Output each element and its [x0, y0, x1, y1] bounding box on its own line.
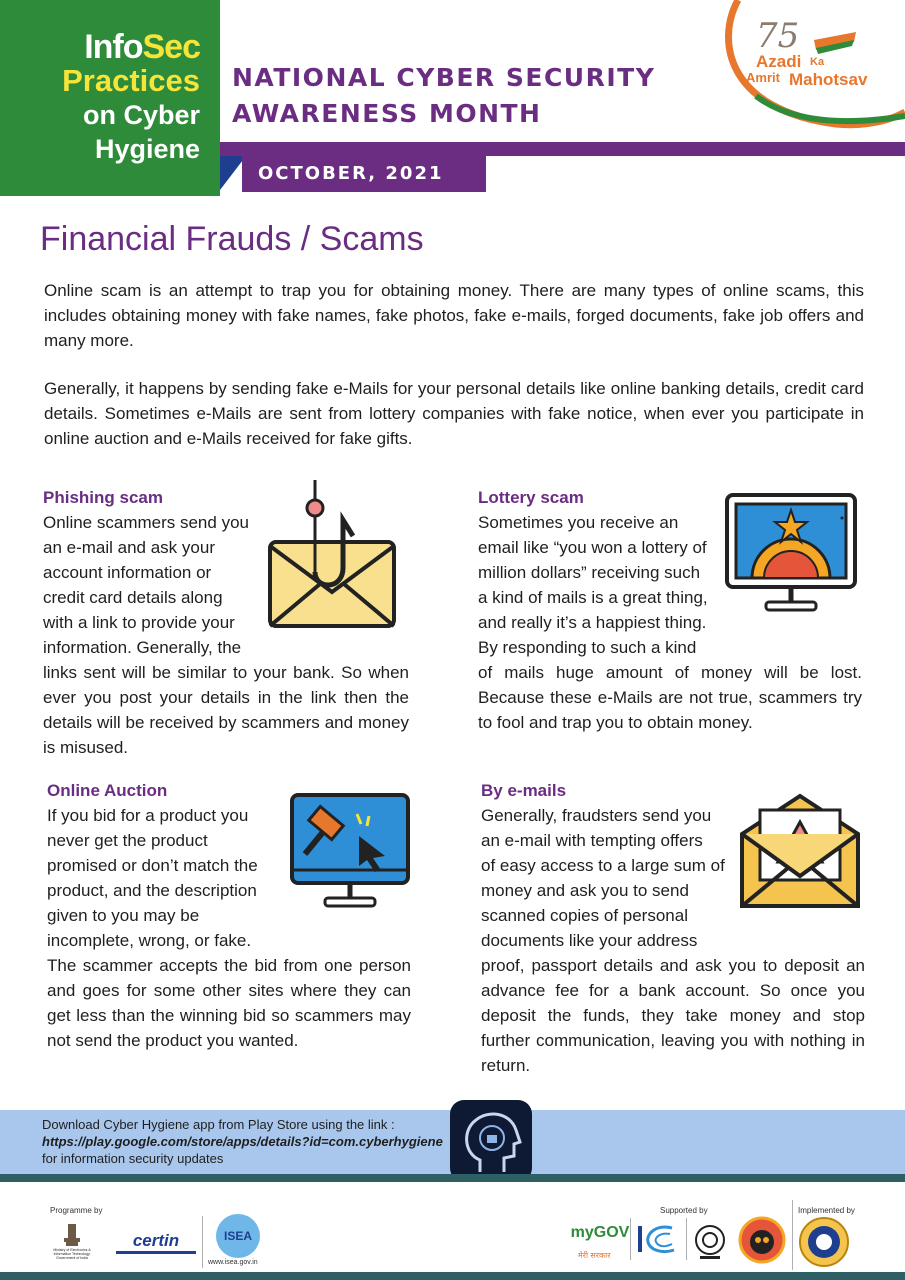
- amrit-75: 75: [756, 16, 800, 56]
- national-emblem-icon: [61, 1222, 83, 1248]
- page-bottom-bar: [0, 1272, 905, 1280]
- date-banner: OCTOBER, 2021: [242, 156, 486, 192]
- auction-title: Online Auction: [47, 781, 168, 800]
- phishing-line: Online scammers send you: [43, 513, 249, 532]
- isea-url[interactable]: www.isea.gov.in: [208, 1259, 258, 1266]
- auction-rest: The scammer accepts the bid from one person and goes for some other sites where they can get less than the winning bid so scammers may not send the product you wanted.: [47, 956, 411, 1050]
- ministry-label: Ministry of Electronics & Information Technology, Government of India: [53, 1248, 91, 1260]
- headline-line-2: AWARENESS MONTH: [232, 99, 542, 128]
- emails-line: documents like your address: [481, 931, 698, 950]
- download-instruction: Download Cyber Hygiene app from Play Store using the link :: [42, 1117, 395, 1132]
- phishing-line: information. Generally, the: [43, 638, 242, 657]
- header-divider-bar: [220, 142, 905, 156]
- footer-divider-bar: [0, 1174, 905, 1182]
- auction-line: promised or don’t match the: [47, 856, 258, 875]
- lottery-line: million dollars” receiving such: [478, 563, 701, 582]
- warning-envelope-icon: [738, 792, 862, 912]
- emails-title: By e-mails: [481, 781, 567, 800]
- brand-on-cyber: on Cyber: [82, 100, 200, 130]
- circular-seal-icon: [692, 1222, 728, 1262]
- emails-lead: [481, 803, 731, 953]
- emails-line: Generally, fraudsters send you: [481, 806, 712, 825]
- lottery-line: By responding to such a kind: [478, 638, 697, 657]
- phishing-title: Phishing scam: [43, 488, 163, 507]
- logo-divider: [686, 1218, 687, 1260]
- lottery-title: Lottery scam: [478, 488, 584, 507]
- certin-logo: certin: [116, 1230, 196, 1254]
- mygov-logo: myGOV: [570, 1224, 630, 1241]
- auction-line: product, and the description: [47, 881, 257, 900]
- azadi-ka-amrit-mahotsav-logo: [716, 0, 905, 138]
- amrit-mahotsav: Mahotsav: [789, 70, 868, 89]
- lottery-monitor-icon: [724, 492, 858, 618]
- auction-gavel-monitor-icon: [289, 792, 411, 914]
- emails-line: of easy access to a large sum of: [481, 856, 725, 875]
- ic-logo-icon: [636, 1222, 678, 1256]
- head-shield-icon: [450, 1100, 532, 1182]
- app-download-text: [42, 1116, 443, 1167]
- lottery-line: and really it’s a happiest thing.: [478, 613, 707, 632]
- auction-line: given to you may be: [47, 906, 200, 925]
- mygov-subtitle: मेरी सरकार: [578, 1251, 611, 1260]
- tricolor-arc-icon: [716, 0, 905, 138]
- logo-divider: [202, 1216, 203, 1268]
- brand-practices: Practices: [62, 63, 200, 98]
- isea-logo: ISEA: [216, 1214, 260, 1258]
- intro-paragraph-1: Online scam is an attempt to trap you for obtaining money. There are many types of online scams, this includes obtaining money with fake names, fake photos, fake e-mails, forged documents, fake job offers and many more.: [44, 281, 864, 350]
- ministry-emblem-logo: [50, 1216, 94, 1266]
- phishing-hook-envelope-icon: [265, 480, 399, 630]
- supported-by-label: Supported by: [660, 1206, 708, 1215]
- logo-divider: [630, 1218, 631, 1260]
- page-title: Financial Frauds / Scams: [40, 220, 424, 258]
- brand-hygiene: Hygiene: [94, 134, 200, 164]
- phishing-line: account information or: [43, 563, 212, 582]
- emails-line: scanned copies of personal: [481, 906, 688, 925]
- download-purpose: for information security updates: [42, 1151, 224, 1166]
- amrit-azadi: Azadi: [756, 52, 802, 71]
- amrit-ka: Ka: [810, 56, 825, 68]
- phishing-line: credit card details along: [43, 588, 223, 607]
- cdac-seal-icon: [798, 1216, 850, 1268]
- implemented-by-label: Implemented by: [798, 1206, 855, 1215]
- campaign-headline: [232, 60, 655, 132]
- phishing-line: with a link to provide your: [43, 613, 235, 632]
- emails-line: money and ask you to send: [481, 881, 689, 900]
- cyber-club-logo-icon: [738, 1216, 786, 1264]
- brand-infosec: InfoSec: [84, 28, 200, 66]
- phishing-line: an e-mail and ask your: [43, 538, 215, 557]
- auction-line: incomplete, wrong, or fake.: [47, 931, 252, 950]
- auction-line: If you bid for a product you: [47, 806, 249, 825]
- lottery-line: a kind of mails is a great thing,: [478, 588, 708, 607]
- play-store-link[interactable]: https://play.google.com/store/apps/details?id=com.cyberhygiene: [42, 1134, 443, 1149]
- emails-line: an e-mail with tempting offers: [481, 831, 703, 850]
- auction-lead: [47, 803, 283, 953]
- intro-paragraph-2: Generally, it happens by sending fake e-Mails for your personal details like online banking details, credit card details. Sometimes e-Mails are sent from lottery companies with fake notice, when ever you participate in online auction and e-Mails received for fake gifts.: [44, 379, 864, 448]
- cyber-hygiene-app-icon[interactable]: [450, 1100, 532, 1182]
- lottery-lead: [478, 510, 712, 660]
- infosec-brand-block: [0, 0, 220, 196]
- headline-line-1: NATIONAL CYBER SECURITY: [232, 63, 656, 92]
- emails-rest: proof, passport details and ask you to deposit an advance fee for a bank account. So once you deposit the funds, they take money and stop further communication, leaving you with nothing in return.: [481, 956, 865, 1075]
- lottery-line: Sometimes you receive an: [478, 513, 679, 532]
- logo-divider: [792, 1200, 793, 1270]
- programme-by-label: Programme by: [50, 1206, 103, 1215]
- auction-line: never get the product: [47, 831, 208, 850]
- lottery-rest: of mails huge amount of money will be lost. Because these e-Mails are not true, scammers try to fool and trap you to obtain money.: [478, 663, 862, 732]
- lottery-line: email like “you won a lottery of: [478, 538, 707, 557]
- phishing-lead: [43, 510, 251, 660]
- phishing-rest: links sent will be similar to your bank. So when ever you post your details in the link then the details will be received by scammers and money is misused.: [43, 663, 409, 757]
- amrit-amrit: Amrit: [746, 70, 780, 85]
